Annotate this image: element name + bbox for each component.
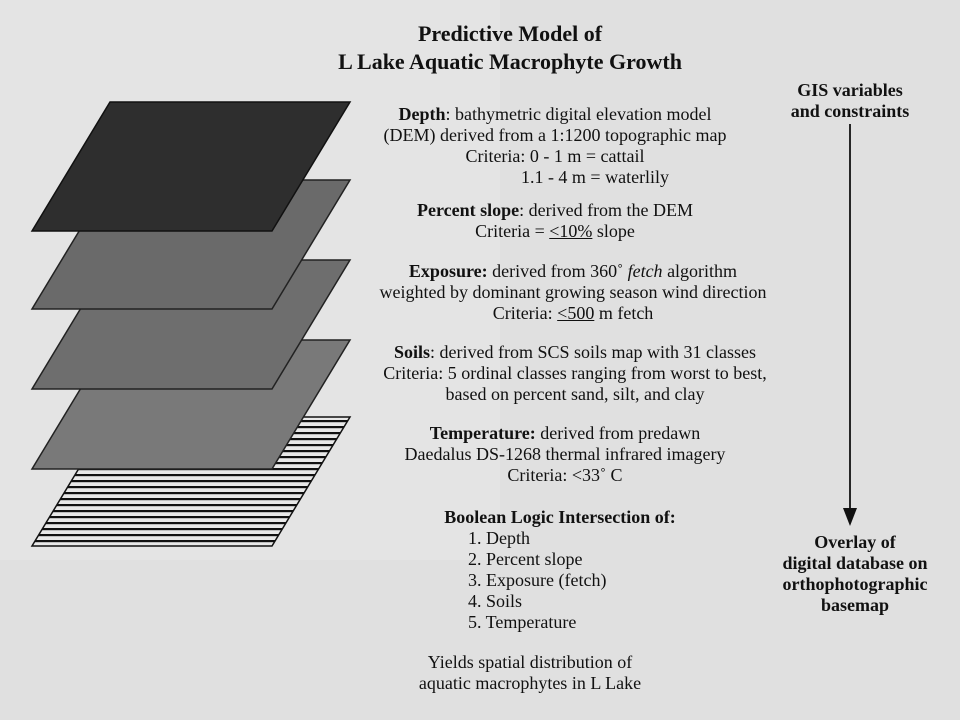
soils-desc-3: based on percent sand, silt, and clay	[445, 384, 705, 404]
slope-desc-1: : derived from the DEM	[519, 200, 694, 220]
gis-heading-line-1: GIS variables	[797, 80, 903, 100]
down-arrow-icon	[838, 124, 862, 528]
exposure-criteria-suffix: m fetch	[594, 303, 654, 323]
soils-desc-1: : derived from SCS soils map with 31 classes	[430, 342, 756, 362]
overlay-block	[760, 532, 950, 616]
temperature-criteria: Criteria: <33˚ C	[507, 465, 623, 485]
exposure-criteria-prefix: Criteria:	[492, 303, 558, 323]
depth-block	[345, 104, 765, 188]
temperature-desc-2: Daedalus DS-1268 thermal infrared imagery	[404, 444, 726, 464]
depth-criteria-2: 1.1 - 4 m = waterlily	[520, 167, 670, 187]
depth-criteria-1: Criteria: 0 - 1 m = cattail	[465, 146, 645, 166]
layer-stack	[0, 0, 360, 560]
exposure-desc-a: derived from 360˚	[487, 261, 628, 281]
overlay-line-4: basemap	[820, 595, 889, 615]
soils-block	[345, 342, 805, 405]
boolean-item-slope: 2. Percent slope	[468, 549, 583, 569]
slope-criteria-prefix: Criteria =	[475, 221, 550, 241]
gis-variables-heading	[760, 80, 940, 122]
boolean-item-exposure: 3. Exposure (fetch)	[468, 570, 607, 590]
depth-label: Depth	[398, 104, 446, 124]
temperature-block	[355, 423, 775, 486]
exposure-label: Exposure:	[408, 261, 488, 281]
slope-criteria-suffix: slope	[592, 221, 635, 241]
temperature-desc-1: derived from predawn	[535, 423, 701, 443]
exposure-desc-2: weighted by dominant growing season wind direction	[379, 282, 767, 302]
overlay-line-2: digital database on	[782, 553, 928, 573]
slope-criteria-value: <10%	[549, 221, 593, 241]
overlay-line-3: orthophotographic	[782, 574, 928, 594]
depth-desc-2: (DEM) derived from a 1:1200 topographic map	[383, 125, 727, 145]
title-line-2: L Lake Aquatic Macrophyte Growth	[338, 49, 682, 74]
yields-line-1: Yields spatial distribution of	[427, 652, 633, 672]
overlay-line-1: Overlay of	[814, 532, 896, 552]
slope-label: Percent slope	[416, 200, 520, 220]
boolean-item-soils: 4. Soils	[468, 591, 523, 611]
exposure-block	[338, 261, 808, 324]
boolean-heading-wrap	[370, 507, 750, 528]
slope-block	[345, 200, 765, 242]
yields-block	[350, 652, 710, 694]
exposure-desc-italic: fetch	[627, 261, 663, 281]
soils-desc-2: Criteria: 5 ordinal classes ranging from worst to best,	[383, 363, 767, 383]
boolean-list	[468, 528, 606, 633]
exposure-criteria-value: <500	[557, 303, 595, 323]
title-line-1: Predictive Model of	[417, 21, 603, 46]
boolean-item-temperature: 5. Temperature	[468, 612, 577, 632]
yields-line-2: aquatic macrophytes in L Lake	[418, 673, 642, 693]
boolean-heading: Boolean Logic Intersection of:	[444, 507, 676, 527]
gis-heading-line-2: and constraints	[790, 101, 910, 121]
exposure-desc-b: algorithm	[662, 261, 738, 281]
soils-label: Soils	[393, 342, 431, 362]
temperature-label: Temperature:	[429, 423, 536, 443]
depth-desc-1: : bathymetric digital elevation model	[445, 104, 712, 124]
boolean-item-depth: 1. Depth	[468, 528, 530, 548]
